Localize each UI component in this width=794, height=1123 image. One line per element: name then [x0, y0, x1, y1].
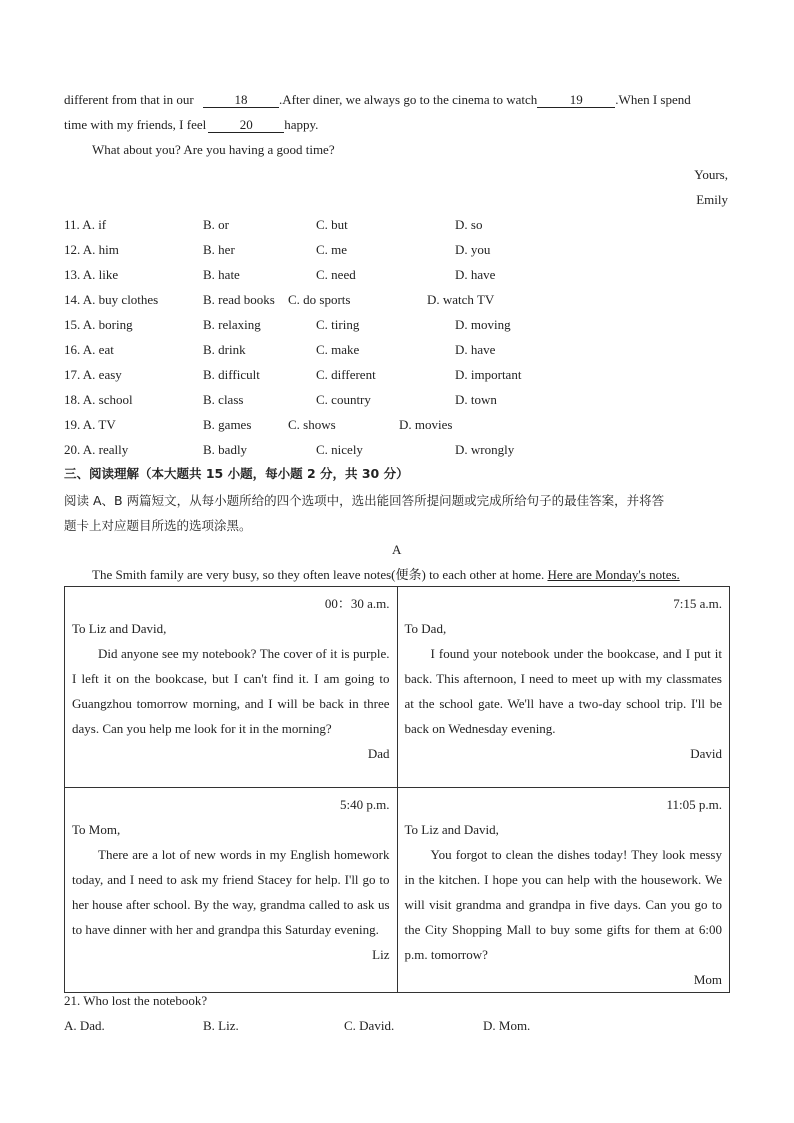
- option-b: B. games: [203, 417, 252, 432]
- option-d: D. have: [455, 342, 496, 357]
- option-d: D. moving: [455, 317, 511, 332]
- option-a: 18. A. school: [64, 392, 133, 407]
- note-body: There are a lot of new words in my English homework today, and I need to ask my friend Stacey for help. I'll go to her house after school. By the way, grandma called to ask us to have dinner with her and grandpa this Saturday evening.: [72, 847, 390, 937]
- note-signature: Dad: [367, 746, 390, 761]
- note-cell: [65, 587, 398, 788]
- note-recipient: To Dad,: [404, 621, 447, 636]
- option-c: C. me: [316, 242, 348, 257]
- note-recipient: To Liz and David,: [404, 822, 499, 837]
- note-body: You forgot to clean the dishes today! They look messy in the kitchen. I hope you can help with the housework. We will visit grandma and grandpa in five days. Can you go to the City Shopping Mall to buy some gifts for them at 6:00 p.m. tomorrow?: [404, 847, 722, 962]
- note-body: I found your notebook under the bookcase, and I put it back. This afternoon, I need to meet up with my classmates at the school gate. We'll have a two-day school trip. I'll be back on Wednesday evening.: [404, 646, 722, 736]
- option-d: D. town: [455, 392, 497, 407]
- option-d: D. wrongly: [455, 442, 515, 457]
- notes-table: [64, 586, 730, 993]
- intro-text: The Smith family are very busy, so they often leave notes(便条) to each other at home.: [92, 567, 545, 582]
- note-cell: [397, 587, 730, 788]
- option-b: B. badly: [203, 442, 248, 457]
- letter-signature: Emily: [696, 192, 728, 207]
- option-a: 12. A. him: [64, 242, 119, 257]
- option-a: 20. A. really: [64, 442, 129, 457]
- option-b: B. relaxing: [203, 317, 261, 332]
- note-dad: [72, 591, 390, 787]
- option-b: B. difficult: [203, 367, 260, 382]
- note-cell: [397, 788, 730, 993]
- passage-intro: [92, 567, 680, 583]
- passage-label: A: [392, 542, 402, 557]
- note-time: 7:15 a.m.: [673, 596, 722, 611]
- option-b: B. hate: [203, 267, 240, 282]
- question-option-a: A. Dad.: [64, 1018, 105, 1033]
- note-recipient: To Liz and David,: [72, 621, 167, 636]
- note-recipient: To Mom,: [72, 822, 121, 837]
- passage-line-1: [64, 92, 691, 108]
- option-d: D. you: [455, 242, 491, 257]
- option-b: B. class: [203, 392, 244, 407]
- option-d: D. movies: [399, 417, 453, 432]
- option-d: D. important: [455, 367, 522, 382]
- blank-19: 19: [537, 93, 615, 108]
- option-c: C. different: [316, 367, 376, 382]
- blank-20: 20: [208, 118, 284, 133]
- option-c: C. tiring: [316, 317, 360, 332]
- section-instruction: 阅读 A、B 两篇短文，从每小题所给的四个选项中，选出能回答所提问题或完成所给句子的最佳答案，并将答: [64, 493, 665, 508]
- question-option-c: C. David.: [344, 1018, 395, 1033]
- note-body: Did anyone see my notebook? The cover of it is purple. I left it on the bookcase, but I can't find it. I am going to Guangzhou tomorrow morning, and I will be back in three days. Can you help me look for it in the morning?: [72, 646, 390, 736]
- option-a: 15. A. boring: [64, 317, 133, 332]
- note-david: [405, 591, 723, 787]
- option-a: 17. A. easy: [64, 367, 122, 382]
- section-heading: 三、阅读理解（本大题共 15 小题，每小题 2 分，共 30 分）: [64, 466, 409, 481]
- passage-line-2: [64, 117, 318, 133]
- option-b: B. read books: [203, 292, 275, 307]
- option-c: C. do sports: [288, 292, 351, 307]
- option-c: C. make: [316, 342, 360, 357]
- note-time: 00：30 a.m.: [324, 596, 390, 611]
- option-a: 11. A. if: [64, 217, 107, 232]
- option-a: 14. A. buy clothes: [64, 292, 159, 307]
- note-mom: [405, 792, 723, 992]
- passage-text: .After diner, we always go to the cinema to watch: [278, 92, 538, 107]
- option-c: C. need: [316, 267, 356, 282]
- option-d: D. watch TV: [427, 292, 495, 307]
- option-b: B. her: [203, 242, 235, 257]
- blank-18: 18: [203, 93, 279, 108]
- passage-text: .When I spend: [615, 92, 691, 107]
- option-a: 13. A. like: [64, 267, 119, 282]
- option-b: B. drink: [203, 342, 246, 357]
- note-time: 5:40 p.m.: [340, 797, 390, 812]
- option-d: D. have: [455, 267, 496, 282]
- section-instruction: 题卡上对应题目所选的选项涂黑。: [64, 518, 252, 533]
- option-a: 19. A. TV: [64, 417, 116, 432]
- note-time: 11:05 p.m.: [666, 797, 722, 812]
- note-signature: Liz: [372, 947, 390, 962]
- option-a: 16. A. eat: [64, 342, 114, 357]
- passage-text: different from that in our: [64, 92, 194, 107]
- intro-underlined: Here are Monday's notes.: [547, 567, 680, 582]
- letter-closing: Yours,: [694, 167, 728, 182]
- question-option-b: B. Liz.: [203, 1018, 239, 1033]
- passage-text: happy.: [284, 117, 319, 132]
- note-cell: [65, 788, 398, 993]
- note-liz: [72, 792, 390, 992]
- passage-text: time with my friends, I feel: [64, 117, 207, 132]
- option-c: C. but: [316, 217, 348, 232]
- question-option-d: D. Mom.: [483, 1018, 531, 1033]
- option-d: D. so: [455, 217, 483, 232]
- option-b: B. or: [203, 217, 229, 232]
- passage-line-3: What about you? Are you having a good time?: [92, 142, 335, 157]
- option-c: C. country: [316, 392, 371, 407]
- note-signature: Mom: [693, 972, 722, 987]
- question-stem: 21. Who lost the notebook?: [64, 993, 208, 1008]
- option-c: C. shows: [288, 417, 336, 432]
- note-signature: David: [690, 746, 722, 761]
- option-c: C. nicely: [316, 442, 363, 457]
